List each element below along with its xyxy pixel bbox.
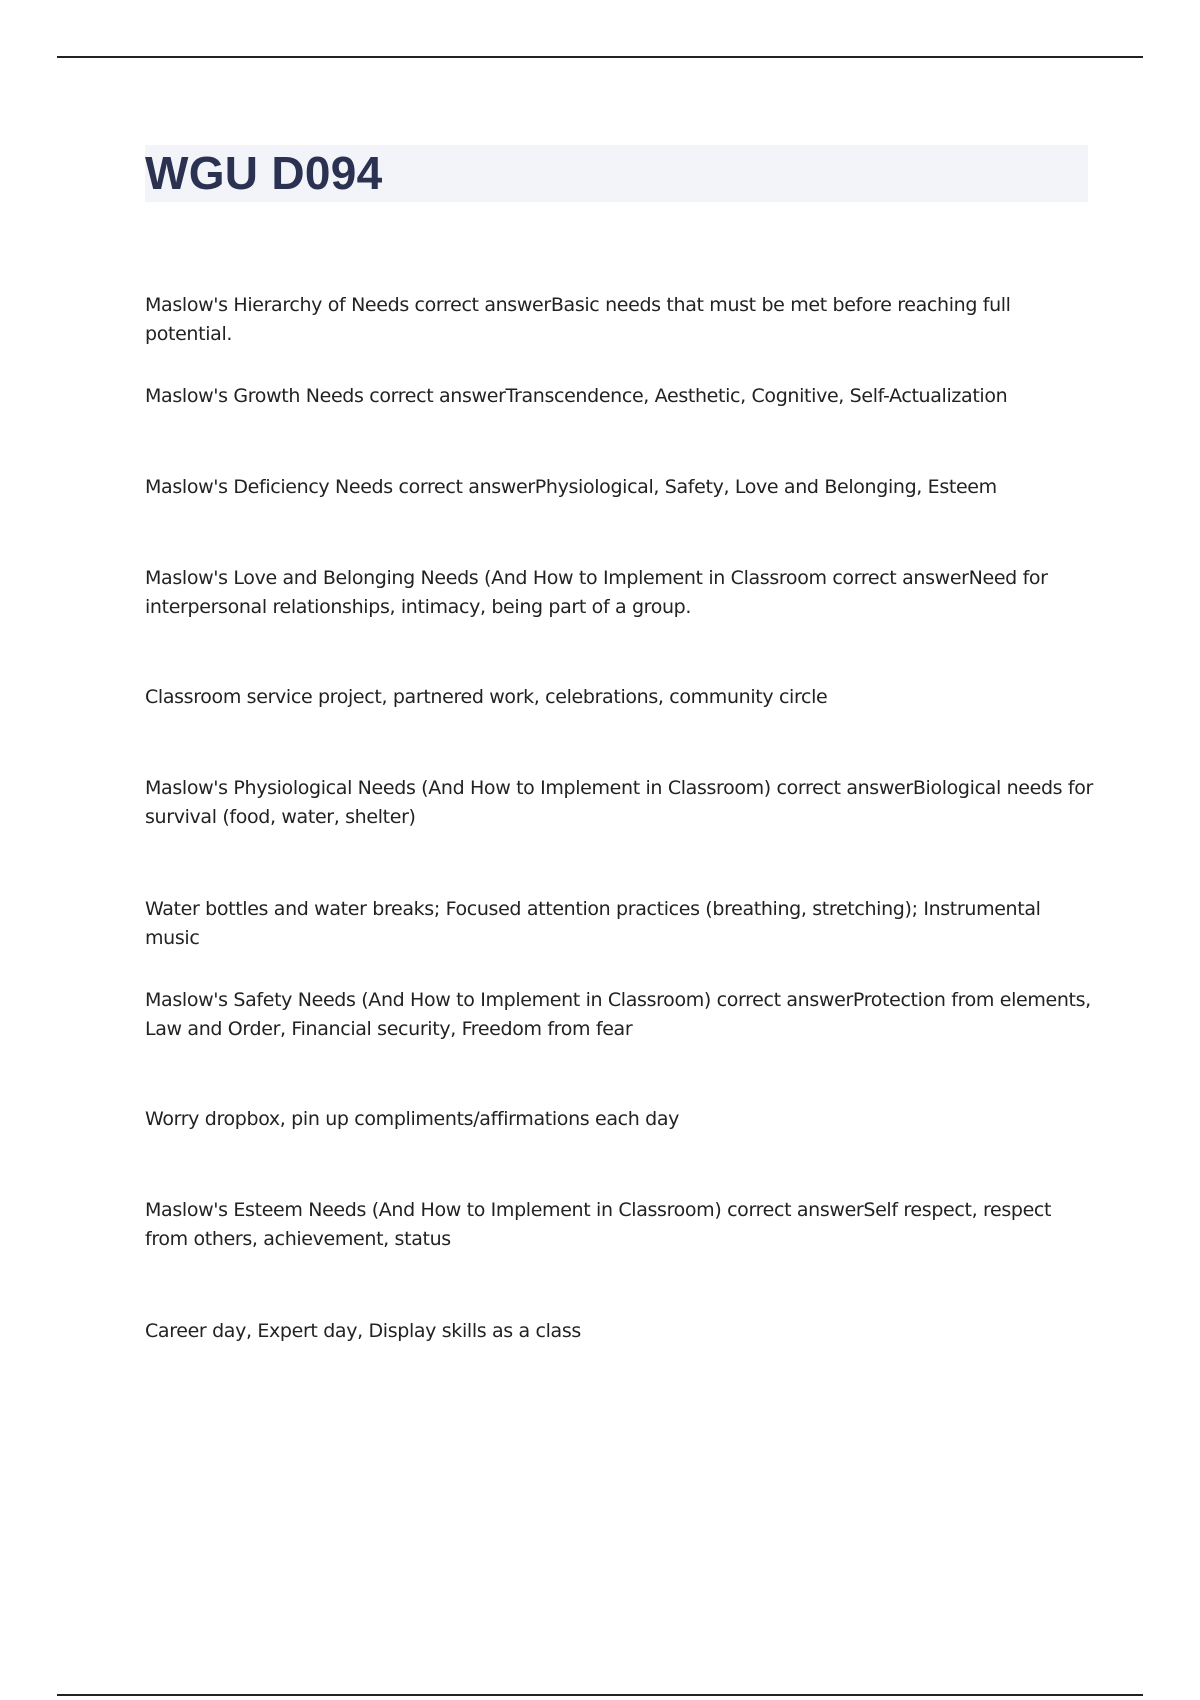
qa-entry-safety: Maslow's Safety Needs (And How to Implement in Classroom) correct answerProtection from elements, Law and Order, Financial security, Freedom from fear	[145, 989, 1091, 1040]
qa-entry-esteem: Maslow's Esteem Needs (And How to Implement in Classroom) correct answerSelf respect, respect from others, achievement, status	[145, 1199, 1052, 1250]
document-title: WGU D094	[145, 147, 383, 199]
qa-entry-hierarchy: Maslow's Hierarchy of Needs correct answerBasic needs that must be met before reaching full potential.	[145, 294, 1011, 345]
qa-entry-love-belonging: Maslow's Love and Belonging Needs (And How to Implement in Classroom correct answerNeed for interpersonal relationships, intimacy, being part of a group.	[145, 567, 1048, 618]
classroom-example-love-belonging: Classroom service project, partnered work, celebrations, community circle	[145, 686, 828, 708]
top-rule	[57, 56, 1143, 58]
qa-entry-physiological: Maslow's Physiological Needs (And How to Implement in Classroom) correct answerBiological needs for survival (food, water, shelter)	[145, 777, 1093, 828]
qa-entry-deficiency-needs: Maslow's Deficiency Needs correct answerPhysiological, Safety, Love and Belonging, Esteem	[145, 476, 997, 498]
bottom-rule	[57, 1694, 1143, 1696]
classroom-example-safety: Worry dropbox, pin up compliments/affirmations each day	[145, 1108, 680, 1130]
classroom-example-esteem: Career day, Expert day, Display skills as a class	[145, 1320, 581, 1342]
qa-entry-growth-needs: Maslow's Growth Needs correct answerTranscendence, Aesthetic, Cognitive, Self-Actualization	[145, 385, 1008, 407]
classroom-example-physiological: Water bottles and water breaks; Focused attention practices (breathing, stretching); Instrumental music	[145, 898, 1041, 949]
